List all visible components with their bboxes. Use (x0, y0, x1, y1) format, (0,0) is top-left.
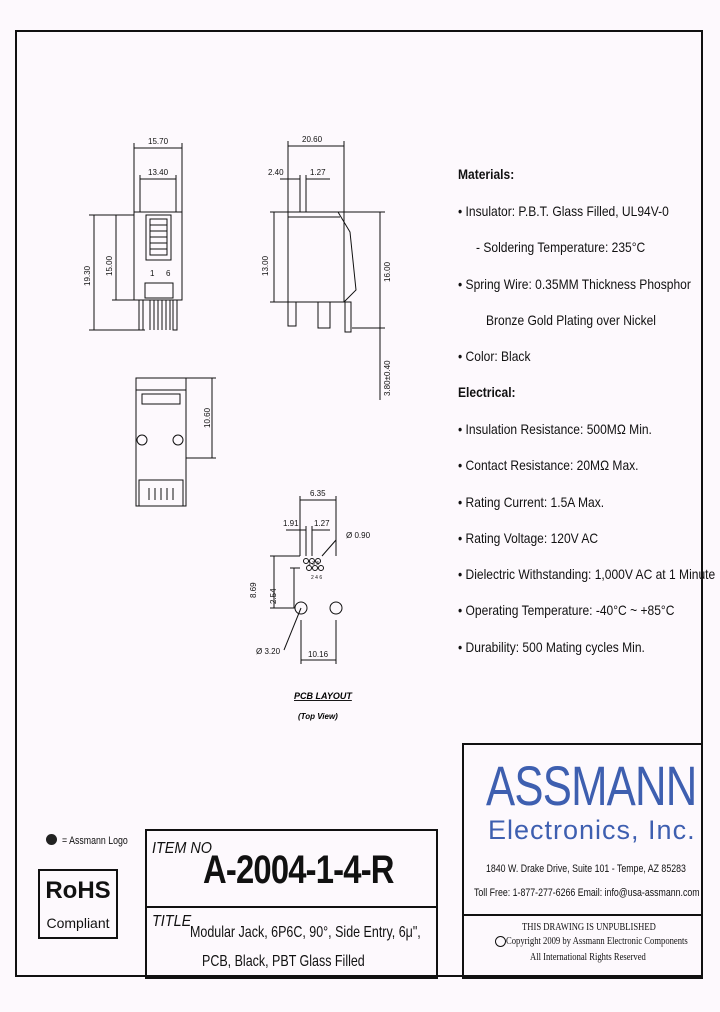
dim-side-pin: 3.80±0.40 (383, 360, 392, 396)
electrical-item-6: • Operating Temperature: -40°C ~ +85°C (458, 602, 675, 618)
dim-pcb-height: 8.69 (249, 582, 258, 598)
company-address: 1840 W. Drake Drive, Suite 101 - Tempe, AZ 85283 (486, 863, 686, 875)
dim-pcb-hole: Ø 0.90 (346, 531, 371, 540)
dim-side-height-a: 13.00 (261, 255, 270, 276)
dim-side-offset-b: 1.27 (310, 168, 326, 177)
pcb-layout-title: PCB LAYOUT (294, 691, 352, 701)
pin-row-bottom: 2 4 6 (311, 575, 323, 581)
company-contact: Toll Free: 1-877-277-6266 Email: info@usa-assmann.com (474, 887, 700, 899)
rohs-title: RoHS (45, 877, 111, 904)
item-divider (145, 906, 438, 908)
dim-front-total-height: 19.30 (83, 265, 92, 286)
pin-6-label: 6 (166, 269, 171, 278)
bottom-view (136, 378, 216, 506)
rohs-badge (38, 869, 118, 939)
side-view (270, 141, 385, 400)
materials-item-1: • Insulator: P.B.T. Glass Filled, UL94V-0 (458, 203, 669, 219)
company-name: ASSMANN (486, 754, 697, 817)
electrical-item-5: • Dielectric Withstanding: 1,000V AC at 1 Minute (458, 566, 716, 582)
title-line-2: PCB, Black, PBT Glass Filled (202, 953, 365, 970)
materials-item-2: - Soldering Temperature: 235°C (476, 239, 646, 255)
dim-pcb-b: 1.27 (314, 519, 330, 528)
pin-1-label: 1 (150, 269, 155, 278)
dim-side-height-b: 16.00 (383, 261, 392, 282)
dim-pcb-pitch: 2.54 (269, 588, 278, 604)
dim-pcb-span: 10.16 (308, 650, 329, 659)
title-label: TITLE (152, 913, 192, 930)
dim-front-height: 15.00 (105, 255, 114, 276)
dim-front-inner-width: 13.40 (148, 168, 169, 177)
dim-bottom-height: 10.60 (203, 407, 212, 428)
dim-pcb-mount-hole: Ø 3.20 (256, 647, 281, 656)
materials-item-4: Bronze Gold Plating over Nickel (486, 312, 656, 328)
copyright-text: Copyright 2009 by Assmann Electronic Components (506, 936, 688, 947)
company-divider (462, 914, 703, 916)
rohs-subtitle: Compliant (46, 915, 110, 931)
dim-front-width: 15.70 (148, 137, 169, 146)
item-no-value: A-2004-1-4-R (203, 848, 394, 892)
electrical-item-4: • Rating Voltage: 120V AC (458, 530, 599, 546)
title-line-1: Modular Jack, 6P6C, 90°, Side Entry, 6μ", (190, 924, 421, 941)
company-subname: Electronics, Inc. (488, 815, 696, 845)
unpublished-notice: THIS DRAWING IS UNPUBLISHED (522, 922, 656, 933)
item-no-label: ITEM NO (152, 840, 213, 857)
materials-heading: Materials: (458, 166, 515, 182)
pin-row-top: 1 3 5 (308, 561, 320, 567)
electrical-item-1: • Insulation Resistance: 500MΩ Min. (458, 421, 652, 437)
electrical-item-7: • Durability: 500 Mating cycles Min. (458, 639, 645, 655)
dim-side-offset-a: 2.40 (268, 168, 284, 177)
copyright-icon (495, 936, 506, 947)
dim-pcb-width: 6.35 (310, 489, 326, 498)
rights-text: All International Rights Reserved (530, 952, 646, 963)
materials-item-5: • Color: Black (458, 348, 531, 364)
electrical-heading: Electrical: (458, 384, 516, 400)
dim-side-width: 20.60 (302, 135, 323, 144)
logo-note: = Assmann Logo (62, 835, 128, 847)
electrical-item-2: • Contact Resistance: 20MΩ Max. (458, 457, 639, 473)
electrical-item-3: • Rating Current: 1.5A Max. (458, 494, 605, 510)
front-view (89, 143, 182, 330)
materials-item-3: • Spring Wire: 0.35MM Thickness Phosphor (458, 276, 691, 292)
dim-pcb-a: 1.91 (283, 519, 299, 528)
pcb-layout-view (270, 496, 342, 664)
assmann-logo-icon (46, 834, 57, 845)
pcb-layout-subtitle: (Top View) (298, 712, 338, 721)
